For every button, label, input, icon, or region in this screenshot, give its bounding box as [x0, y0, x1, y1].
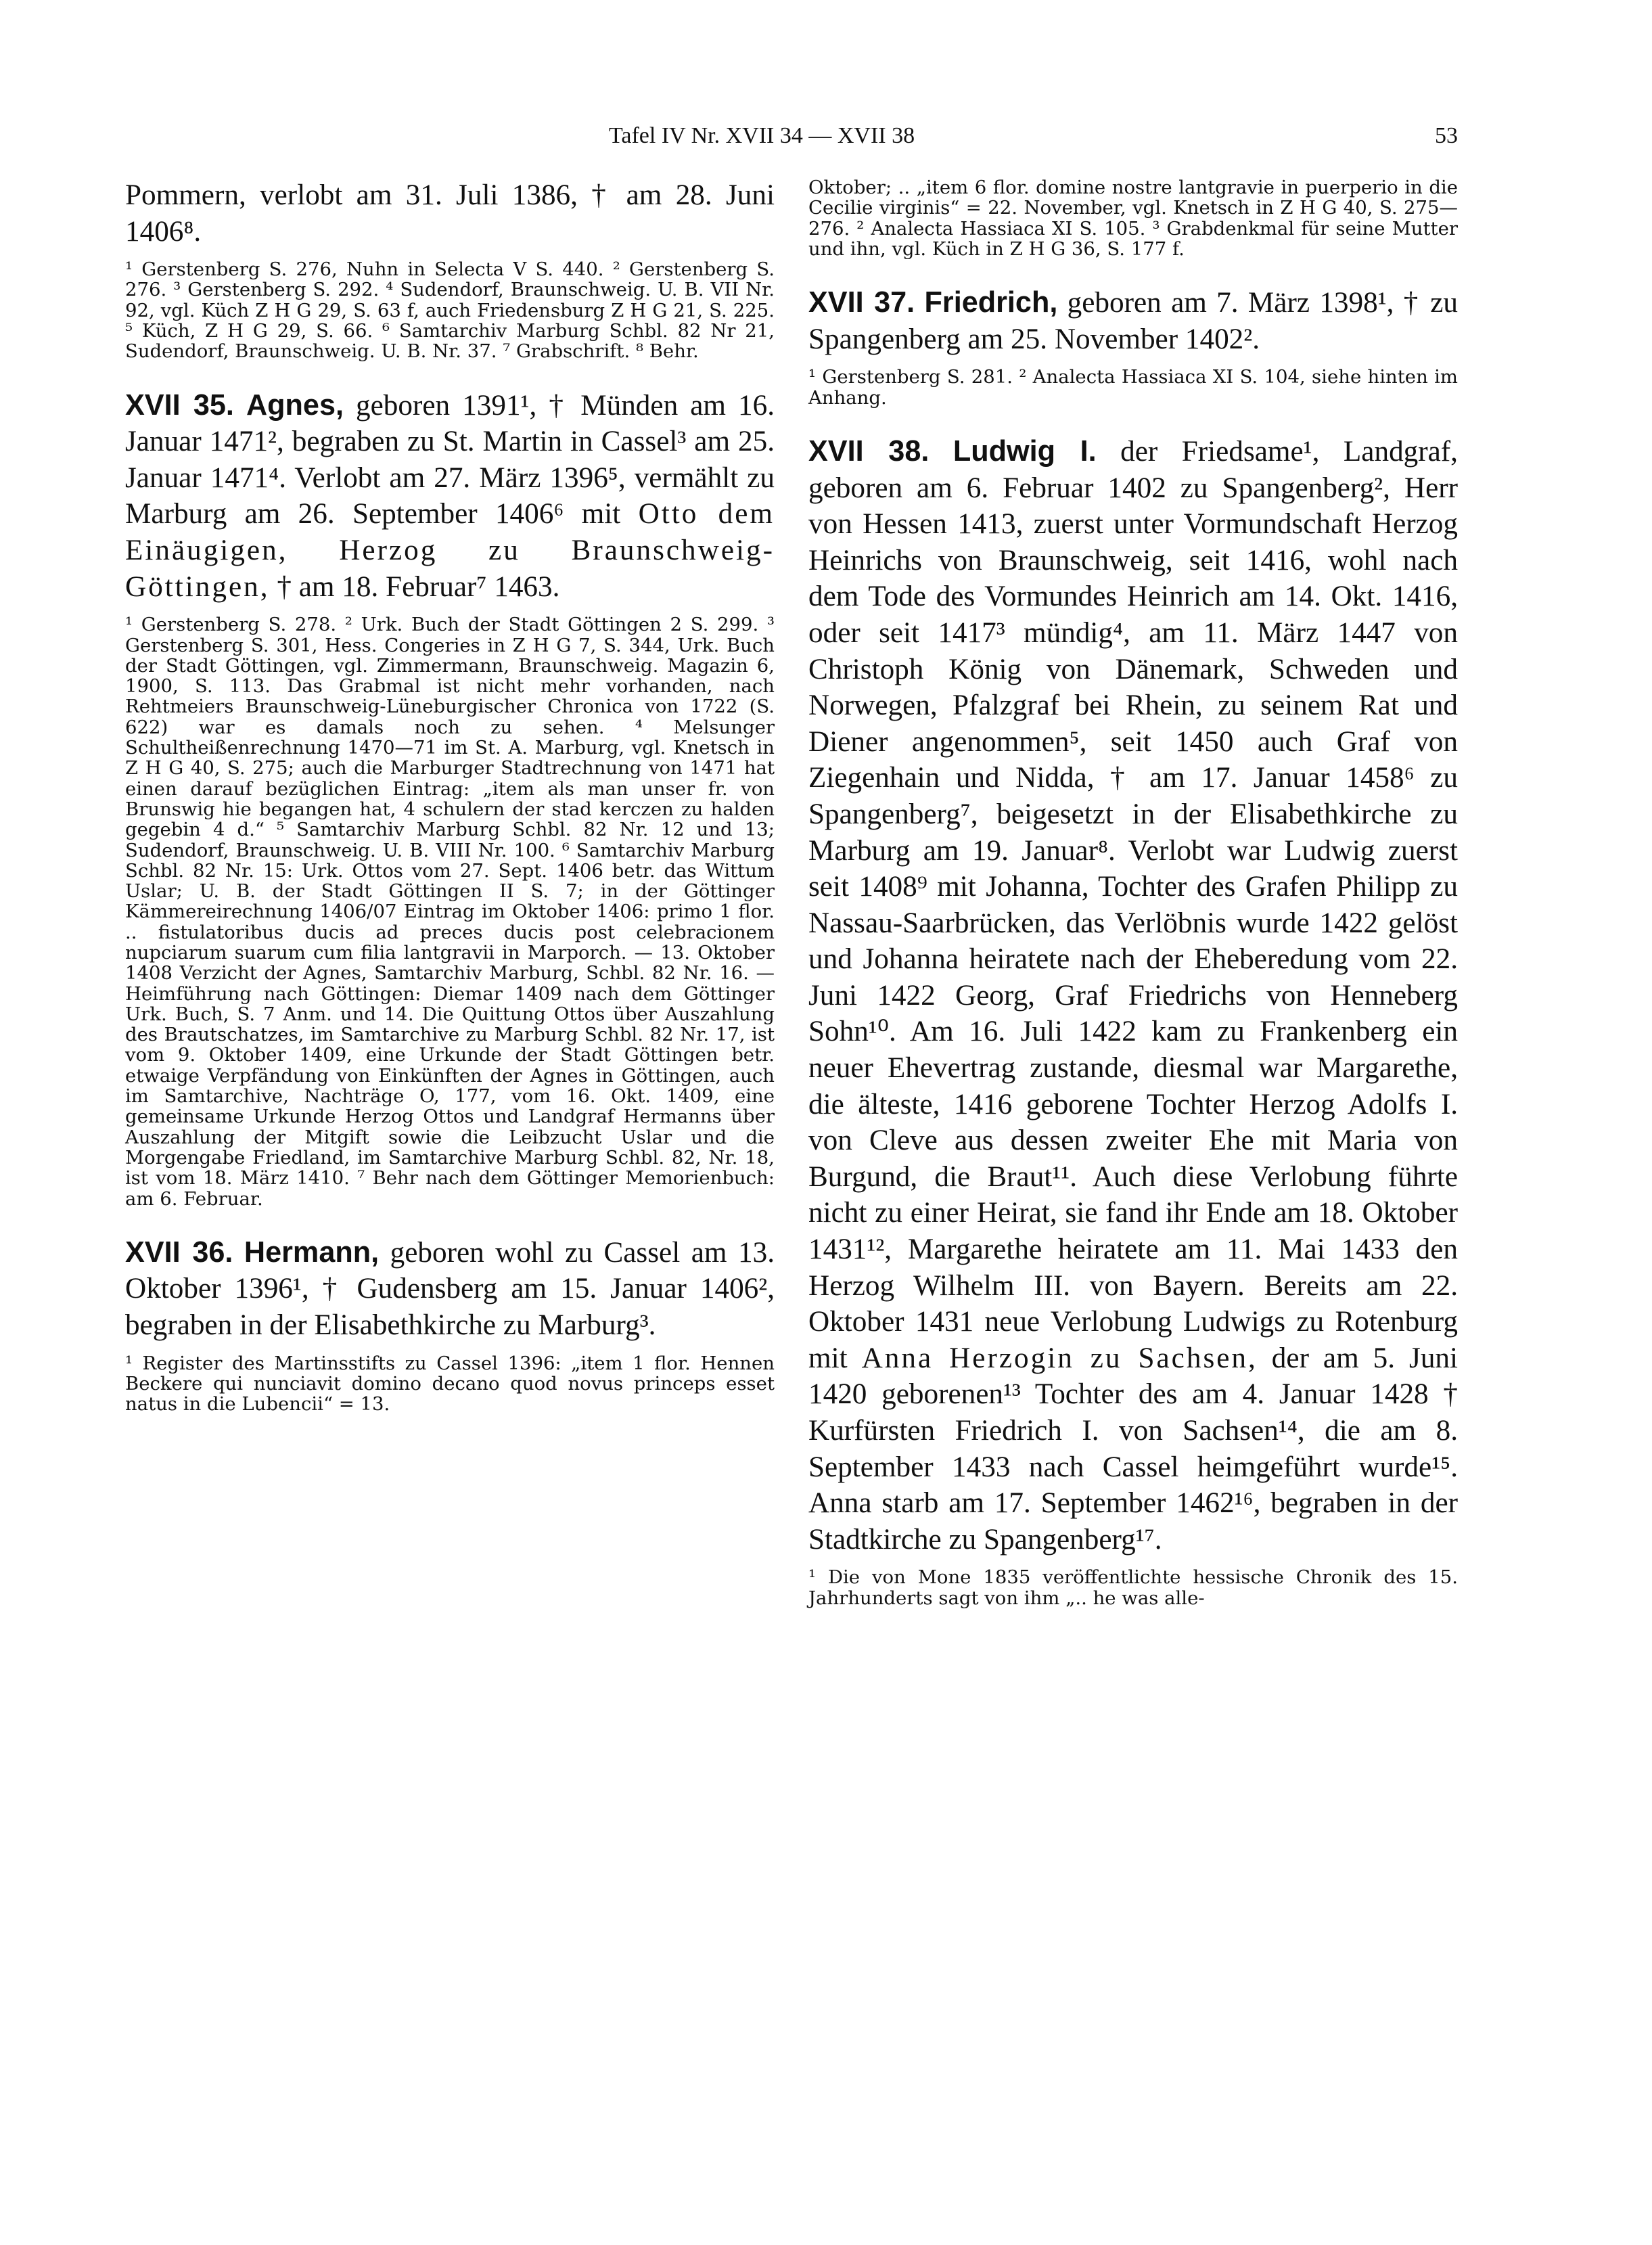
entry-continuation-xvii-34: [125, 177, 775, 362]
footnotes: ¹ Register des Martinsstifts zu Cassel 1396: „item 1 flor. Hennen Beckere qui nunciavit domino decano quod novus princeps esset natus in die Lubencii“ = 13.: [125, 1352, 775, 1415]
footnotes: ¹ Gerstenberg S. 276, Nuhn in Selecta V S. 440. ² Gerstenberg S. 276. ³ Gerstenberg S. 292. ⁴ Sudendorf, Braunschweig. U. B. VII Nr. 92, vgl. Küch Z H G 29, S. 63 f, auch Friedensburg Z H G 21, S. 225. ⁵ Küch, Z H G 29, S. 66. ⁶ Samtarchiv Marburg Schbl. 82 Nr 21, Sudendorf, Braunschweig. U. B. Nr. 37. ⁷ Grabschrift. ⁸ Behr.: [125, 258, 775, 363]
entry-text: geboren 1391¹, † Münden am 16. Januar 1471², begraben zu St. Martin in Cassel³ am 25. Januar 1471⁴. Verlobt am 27. März 1396⁵, vermählt zu Marburg am 26. September 1406⁶ mit: [125, 389, 775, 530]
entry-body: [808, 285, 1458, 357]
entry-body: [125, 1235, 775, 1344]
entry-body: [808, 434, 1458, 1558]
entry-name: Ludwig I.: [953, 434, 1097, 468]
entry-number: XVII 36.: [125, 1235, 233, 1269]
entry-name: Friedrich,: [924, 286, 1058, 319]
entry-xvii-36: [125, 1235, 775, 1415]
footnotes: Oktober; .. „item 6 flor. domine nostre lantgravie in puerperio in die Cecilie virginis“ = 22. November, vgl. Knetsch in Z H G 40, S. 275—276. ² Analecta Hassiaca XI S. 105. ³ Grabdenkmal für seine Mutter und ihn, vgl. Küch in Z H G 36, S. 177 f.: [808, 177, 1458, 260]
running-header: Tafel IV Nr. XVII 34 — XVII 38: [609, 123, 915, 148]
entry-xvii-35: [125, 388, 775, 1209]
entry-text: der am 5. Juni 1420 geborenen¹³ Tochter des am 4. Januar 1428 † Kurfürsten Friedrich I. von Sachsen¹⁴, die am 8. September 1433 nach Cassel heimgeführt wurde¹⁵. Anna starb am 17. September 1462¹⁶, begraben in der Stadtkirche zu Spangenberg¹⁷.: [808, 1342, 1459, 1556]
page-number: 53: [1435, 123, 1458, 148]
entry-text: der Friedsame¹, Landgraf, geboren am 6. Februar 1402 zu Spangenberg², Herr von Hessen 1413, zuerst unter Vormundschaft Herzog Heinrichs von Braunschweig, seit 1416, wohl nach dem Tode des Vormundes Heinrich am 14. Okt. 1416, oder seit 1417³ mündig⁴, am 11. März 1447 von Christoph König von Dänemark, Schweden und Norwegen, Pfalzgraf bei Rhein, zu seinem Rat und Diener angenommen⁵, seit 1450 auch Graf von Ziegenhain und Nidda, † am 17. Januar 1458⁶ zu Spangenberg⁷, beigesetzt in der Elisabethkirche zu Marburg am 19. Januar⁸. Verlobt war Ludwig zuerst seit 1408⁹ mit Johanna, Tochter des Grafen Philipp zu Nassau-Saarbrücken, das Verlöbnis wurde 1422 gelöst und Johanna heiratete nach der Eheberedung vom 22. Juni 1422 Georg, Graf Friedrichs von Henneberg Sohn¹⁰. Am 16. Juli 1422 kam zu Frankenberg ein neuer Ehevertrag zustande, diesmal war Margarethe, die älteste, 1416 geborene Tochter Herzog Adolfs I. von Cleve aus dessen zweiter Ehe mit Maria von Burgund, die Braut¹¹. Auch diese Verlobung führte nicht zu einer Heirat, sie fand ihr Ende am 18. Oktober 1431¹², Margarethe heiratete am 11. Mai 1433 den Herzog Wilhelm III. von Bayern. Bereits am 22. Oktober 1431 neue Verlobung Ludwigs zu Rotenburg mit: [808, 435, 1458, 1374]
entry-text: geboren wohl zu Cassel am 13. Oktober 1396¹, † Gudensberg am 15. Januar 1406², begraben in der Elisabethkirche zu Marburg³.: [125, 1236, 775, 1342]
spouse-name: Anna Herzogin zu Sachsen,: [861, 1342, 1258, 1374]
footnotes: ¹ Gerstenberg S. 278. ² Urk. Buch der Stadt Göttingen 2 S. 299. ³ Gerstenberg S. 301, Hess. Congeries in Z H G 7, S. 344, Urk. Buch der Stadt Göttingen, vgl. Zimmermann, Braunschweig. Magazin 6, 1900, S. 113. Das Grabmal ist nicht mehr vorhanden, nach Rehtmeiers Braunschweig-Lüneburgischer Chronica von 1722 (S. 622) war es damals noch zu sehen. ⁴ Melsunger Schultheißenrechnung 1470—71 im St. A. Marburg, vgl. Knetsch in Z H G 40, S. 275; auch die Marburger Stadtrechnung von 1471 hat einen darauf bezüglichen Eintrag: „item als man unser fr. von Brunswig hie begangen hat, 4 schulern der stad kerczen zu halden gegebin 4 d.“ ⁵ Samtarchiv Marburg Schbl. 82 Nr. 12 und 13; Sudendorf, Braunschweig. U. B. VIII Nr. 100. ⁶ Samtarchiv Marburg Schbl. 82 Nr. 15: Urk. Ottos vom 27. Sept. 1406 betr. das Wittum Uslar; U. B. der Stadt Göttingen II S. 7; in der Göttinger Kämmereirechnung 1406/07 Eintrag im Oktober 1406: primo 1 flor. .. fistulatoribus ducis ad preces ducis post celebracionem nupciarum suarum cum filia lantgravii in Marporch. — 13. Oktober 1408 Verzicht der Agnes, Samtarchiv Marburg, Schbl. 82 Nr. 16. — Heimführung nach Göttingen: Diemar 1409 nach dem Göttinger Urk. Buch, S. 7 Anm. und 14. Die Quittung Ottos über Auszahlung des Brautschatzes, im Samtarchive zu Marburg Schbl. 82 Nr. 17, ist vom 9. Oktober 1409, eine Urkunde der Stadt Göttingen betr. etwaige Verpfändung von Einkünften der Agnes in Göttingen, auch im Samtarchive, Nachträge O, 177, vom 16. Okt. 1409, eine gemeinsame Urkunde Herzog Ottos und Landgraf Hermanns über Auszahlung der Mitgift sowie die Leibzucht Uslar und die Morgengabe Friedland, im Samtarchive Marburg Schbl. 82, Nr. 18, ist vom 18. März 1410. ⁷ Behr nach dem Göttinger Memorienbuch: am 6. Februar.: [125, 614, 775, 1210]
entry-text: † am 18. Februar⁷ 1463.: [269, 570, 560, 603]
footnotes: ¹ Die von Mone 1835 veröffentlichte hessische Chronik des 15. Jahrhunderts sagt von ihm „.. he was alle-: [808, 1566, 1458, 1609]
entry-number: XVII 35.: [125, 388, 234, 422]
spouse-name: Otto dem Einäugigen, Herzog zu Braunschweig-Göttingen,: [125, 498, 775, 603]
footnote-continuation: [808, 177, 1458, 259]
entry-body: [125, 388, 775, 606]
entry-name: Hermann,: [244, 1235, 380, 1269]
entry-xvii-37: [808, 285, 1458, 408]
entry-name: Agnes,: [246, 388, 344, 422]
entry-number: XVII 37.: [808, 286, 915, 319]
entry-text: geboren am 7. März 1398¹, † zu Spangenberg am 25. November 1402².: [808, 287, 1459, 355]
entry-number: XVII 38.: [808, 434, 930, 468]
left-column: [125, 177, 775, 1415]
entry-body: Pommern, verlobt am 31. Juli 1386, † am 28. Juni 1406⁸.: [125, 179, 775, 248]
footnotes: ¹ Gerstenberg S. 281. ² Analecta Hassiaca XI S. 104, siehe hinten im Anhang.: [808, 366, 1458, 409]
entry-xvii-38: [808, 434, 1458, 1608]
right-column: [808, 177, 1458, 1608]
